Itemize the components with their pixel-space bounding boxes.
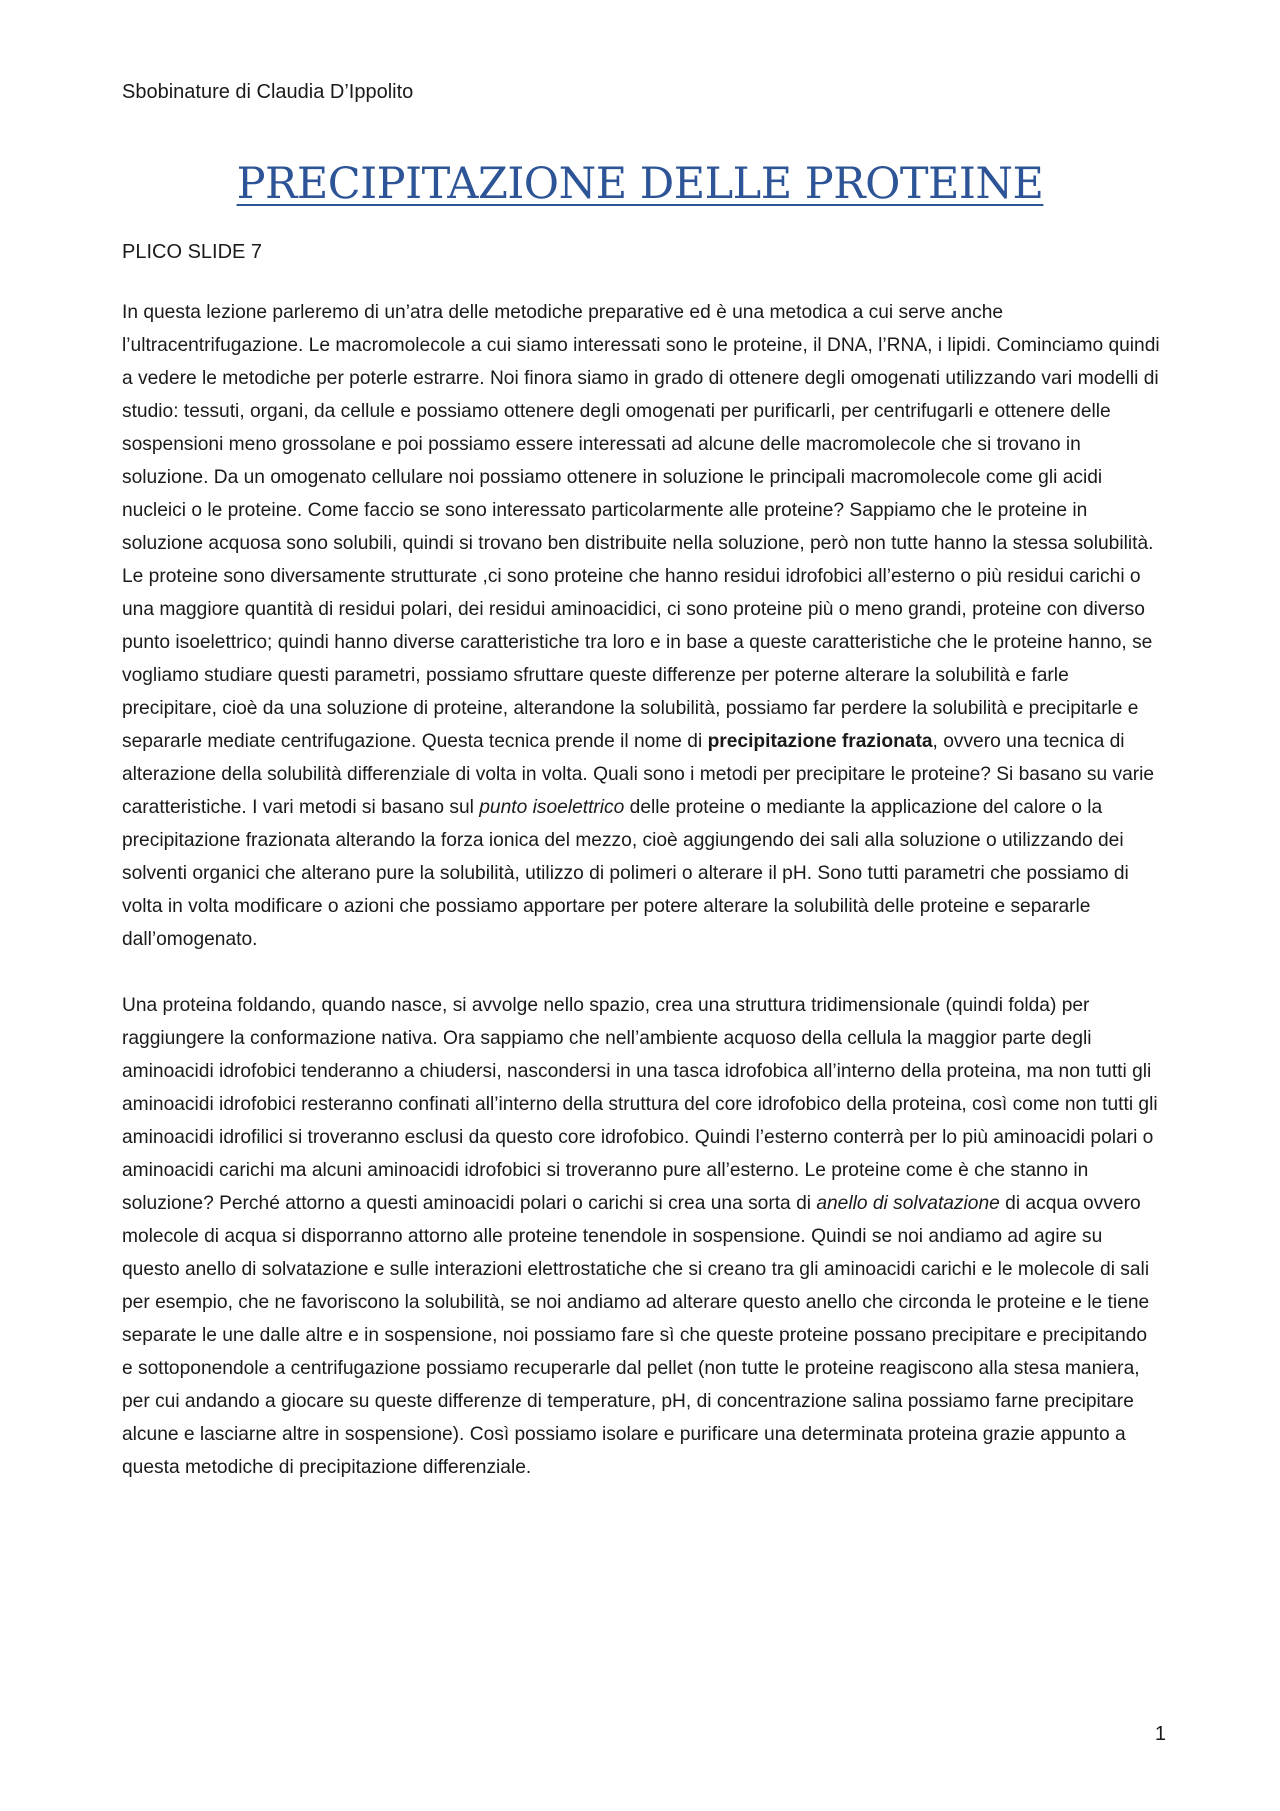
- page-number: 1: [1154, 1723, 1166, 1745]
- paragraph-1-text-c: delle proteine o mediante la applicazione del calore o la precipitazione frazionata alterando la forza ionica del mezzo, cioè aggiungendo dei sali alla soluzione o utilizzando dei solventi organici che alterano pure la solubilità, utilizzo di polimeri o alterare il pH. Sono tutti parametri che possiamo di volta in volta modificare o azioni che possiamo apportare per potere alterare la solubilità delle proteine e separarle dall’omogenato.: [122, 797, 1129, 950]
- paragraph-2: [122, 989, 1162, 1484]
- page-header-author: Sbobinature di Claudia D’Ippolito: [122, 81, 414, 103]
- document-body: [122, 296, 1162, 1517]
- paragraph-2-text-a: Una proteina foldando, quando nasce, si avvolge nello spazio, crea una struttura tridimensionale (quindi folda) per raggiungere la conformazione nativa. Ora sappiamo che nell’ambiente acquoso della cellula la maggior parte degli aminoacidi idrofobici tenderanno a chiudersi, nascondersi in una tasca idrofobica all’interno della proteina, ma non tutti gli aminoacidi idrofobici resteranno confinati all’interno della struttura del core idrofobico della proteina, così come non tutti gli aminoacidi idrofilici si troveranno esclusi da questo core idrofobico. Quindi l’esterno conterrà per lo più aminoacidi polari o aminoacidi carichi ma alcuni aminoacidi idrofobici si troveranno pure all’esterno. Le proteine come è che stanno in soluzione? Perché attorno a questi aminoacidi polari o carichi si crea una sorta di: [122, 995, 1158, 1214]
- italic-term-punto-isoelettrico: punto isoelettrico: [479, 797, 625, 818]
- paragraph-1-text-a: In questa lezione parleremo di un’atra delle metodiche preparative ed è una metodica a cui serve anche l’ultracentrifugazione. Le macromolecole a cui siamo interessati sono le proteine, il DNA, l’RNA, i lipidi. Cominciamo quindi a vedere le metodiche per poterle estrarre. Noi finora siamo in grado di ottenere degli omogenati utilizzando vari modelli di studio: tessuti, organi, da cellule e possiamo ottenere degli omogenati per purificarli, per centrifugarli e ottenere delle sospensioni meno grossolane e poi possiamo essere interessati ad alcune delle macromolecole che si trovano in soluzione. Da un omogenato cellulare noi possiamo ottenere in soluzione le principali macromolecole come gli acidi nucleici o le proteine. Come faccio se sono interessato particolarmente alle proteine? Sappiamo che le proteine in soluzione acquosa sono solubili, quindi si trovano ben distribuite nella soluzione, però non tutte hanno la stessa solubilità. Le proteine sono diversamente strutturate ,ci sono proteine che hanno residui idrofobici all’esterno o più residui carichi o una maggiore quantità di residui polari, dei residui aminoacidici, ci sono proteine più o meno grandi, proteine con diverso punto isoelettrico; quindi hanno diverse caratteristiche tra loro e in base a queste caratteristiche che le proteine hanno, se vogliamo studiare questi parametri, possiamo sfruttare queste differenze per poterne alterare la solubilità e farle precipitare, cioè da una soluzione di proteine, alterandone la solubilità, possiamo far perdere la solubilità e precipitarle e separarle mediate centrifugazione. Questa tecnica prende il nome di: [122, 302, 1160, 752]
- paragraph-1: [122, 296, 1162, 956]
- document-title: PRECIPITAZIONE DELLE PROTEINE: [236, 159, 1044, 209]
- paragraph-2-text-b: di acqua ovvero molecole di acqua si disporranno attorno alle proteine tenendole in sospensione. Quindi se noi andiamo ad agire su questo anello di solvatazione e sulle interazioni elettrostatiche che si creano tra gli aminoacidi carichi e le molecole di sali per esempio, che ne favoriscono la solubilità, se noi andiamo ad alterare questo anello che circonda le proteine e le tiene separate le une dalle altre e in sospensione, noi possiamo fare sì che queste proteine possano precipitare e precipitando e sottoponendole a centrifugazione possiamo recuperarle dal pellet (non tutte le proteine reagiscono alla stesa maniera, per cui andando a giocare su queste differenze di temperature, pH, di concentrazione salina possiamo farne precipitare alcune e lasciarne altre in sospensione). Così possiamo isolare e purificare una determinata proteina grazie appunto a questa metodiche di precipitazione differenziale.: [122, 1193, 1150, 1478]
- bold-term-precipitazione-frazionata: precipitazione frazionata: [707, 731, 933, 752]
- section-label: PLICO SLIDE 7: [122, 241, 263, 263]
- paragraph-1-text-b: , ovvero una tecnica di alterazione della solubilità differenziale di volta in volta. Quali sono i metodi per precipitare le proteine? Si basano su varie caratteristiche. I vari metodi si basano sul: [122, 731, 1155, 818]
- italic-term-anello-di-solvatazione: anello di solvatazione: [816, 1193, 1000, 1214]
